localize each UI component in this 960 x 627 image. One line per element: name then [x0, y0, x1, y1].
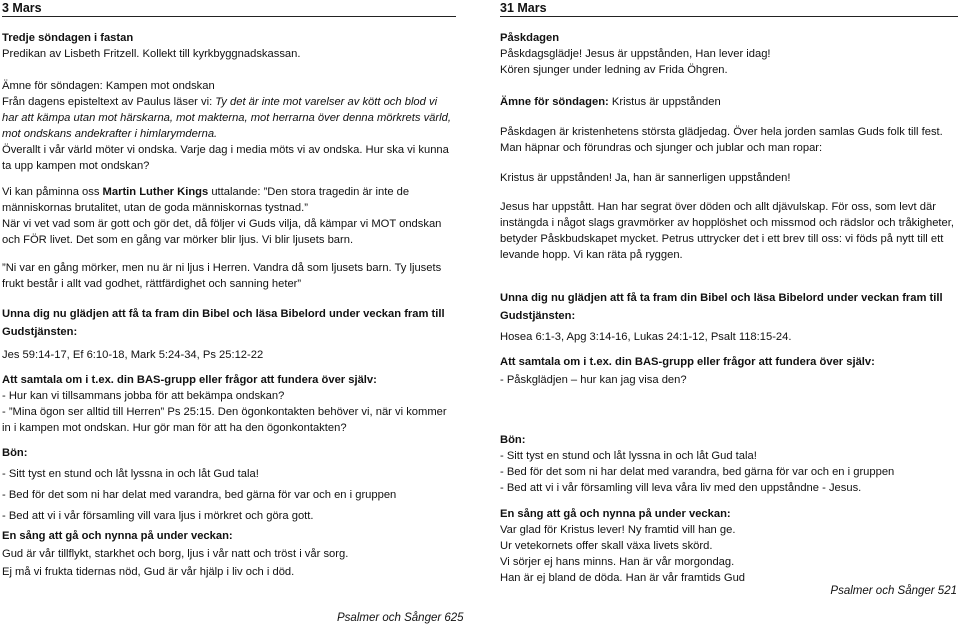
light-quote: ”Ni var en gång mörker, men nu är ni ljus i Herren. Vandra då som ljusets barn. Ty ljusets frukt består i allt vad godhet, rättfärdighet och sanning heter” — [2, 262, 442, 290]
prayer-item: - Sitt tyst en stund och låt lyssna in och låt Gud tala! — [500, 450, 757, 462]
prayer-item: - Bed att vi i vår församling vill leva våra liv med den uppståndne - Jesus. — [500, 482, 862, 494]
discussion-item: - Påskglädjen – hur kan jag visa den? — [500, 374, 687, 386]
prayer-heading: Bön: — [2, 447, 28, 459]
prayer-item: - Bed för det som ni har delat med varandra, bed gärna för var och en i gruppen — [500, 466, 895, 478]
bible-heading: Unna dig nu glädjen att få ta fram din Bibel och läsa Bibelord under veckan fram till Gudstjänsten: — [2, 308, 445, 338]
date-divider — [2, 16, 456, 17]
prayer-heading: Bön: — [500, 434, 526, 446]
sunday-title: Tredje söndagen i fastan — [2, 32, 134, 44]
sunday-title: Påskdagen — [500, 32, 560, 44]
song-heading: En sång att gå och nynna på under veckan: — [500, 508, 731, 520]
victory-paragraph: Jesus har uppstått. Han har segrat över döden och allt djävulskap. För oss, som levt där instängda i något slags gravmörker av hopplöshet och missmod och rädslor och tråkigheter, betyder Påskbudskapet mycket. Petrus uttrycker det i ett brev till oss: vi föds på nytt till ett levande hopp. Vi kan räta på ryggen. — [500, 201, 954, 261]
discussion-heading: Att samtala om i t.ex. din BAS-grupp eller frågor att fundera över själv: — [500, 356, 875, 368]
discussion-item: - ”Mina ögon ser alltid till Herren” Ps 25:15. Den ögonkontakten behöver vi, när vi kommer in i kampen mot ondskan. Hur gör man för att ha den ögonkontakten? — [2, 406, 447, 434]
bible-refs: Jes 59:14-17, Ef 6:10-18, Mark 5:24-34, Ps 25:12-22 — [2, 349, 264, 361]
left-column — [2, 0, 456, 627]
preacher-line: Predikan av Lisbeth Fritzell. Kollekt till kyrkbyggnadskassan. — [2, 48, 301, 60]
bible-heading: Unna dig nu glädjen att få ta fram din Bibel och läsa Bibelord under veckan fram till Gudstjänsten: — [500, 292, 943, 322]
song-line: Han är ej bland de döda. Han är vår framtids Gud — [500, 572, 746, 584]
prayer-item: - Bed att vi i vår församling vill vara ljus i mörkret och göra gott. — [2, 510, 314, 522]
prayer-item: - Sitt tyst en stund och låt lyssna in och låt Gud tala! — [2, 468, 259, 480]
mlk-quote: uttalande: ”Den stora tragedin är inte de människornas brutalitet, utan de goda människornas tystnad.” — [2, 186, 410, 214]
prayer-block — [500, 432, 956, 496]
theme-value: Kristus är uppstånden — [608, 96, 721, 108]
song-block — [500, 506, 956, 586]
intro-block — [500, 30, 956, 78]
mlk-intro: Vi kan påminna oss — [2, 186, 103, 198]
prayer-block — [2, 445, 456, 524]
do-good-paragraph: När vi vet vad som är gott och gör det, då följer vi Guds vilja, då kämpar vi MOT ondskan och FÖR livet. Det som en gång var mörker blir ljus. Vi blir ljusets barn. — [2, 218, 442, 246]
resurrection-shout: Kristus är uppstånden! Ja, han är sannerligen uppstånden! — [500, 172, 791, 184]
discussion-heading: Att samtala om i t.ex. din BAS-grupp eller frågor att fundera över själv: — [2, 374, 377, 386]
song-heading: En sång att gå och nynna på under veckan: — [2, 530, 233, 542]
song-line: Var glad för Kristus lever! Ny framtid vill han ge. — [500, 524, 736, 536]
theme-value: Kampen mot ondskan — [102, 80, 215, 92]
song-block — [2, 528, 456, 580]
date-divider — [500, 16, 958, 17]
discussion-item: - Hur kan vi tillsammans jobba för att bekämpa ondskan? — [2, 390, 285, 402]
song-line: Ur vetekornets offer skall växa livets skörd. — [500, 540, 713, 552]
date-heading: 31 Mars — [500, 1, 547, 15]
epistle-intro: Från dagens episteltext av Paulus läser vi: — [2, 96, 216, 108]
right-column — [500, 0, 956, 627]
epistle-quote: Ty det är inte mot varelser av kött och blod vi har att kämpa utan mot härskarna, mot makterna, mot herrarna över denna mörkrets värld, mot ondskans andekrafter i himlarymderna. — [2, 96, 451, 140]
theme-label: Ämne för söndagen: — [500, 96, 609, 108]
discussion-block — [500, 354, 956, 388]
hymn-reference: Psalmer och Sånger 521 — [830, 585, 957, 597]
prayer-item: - Bed för det som ni har delat med varandra, bed gärna för var och en i gruppen — [2, 489, 397, 501]
song-line: Vi sörjer ej hans minns. Han är vår morgondag. — [500, 556, 735, 568]
mlk-block — [2, 184, 456, 248]
hymn-reference: Psalmer och Sånger 625 — [337, 612, 464, 624]
intro-line: Kören sjunger under ledning av Frida Öhgren. — [500, 64, 728, 76]
song-line: Gud är vår tillflykt, starkhet och borg, ljus i vår natt och tröst i vår sorg. — [2, 548, 349, 560]
mlk-name: Martin Luther Kings — [102, 186, 209, 198]
song-line: Ej må vi frukta tidernas nöd, Gud är vår hjälp i liv och i död. — [2, 566, 295, 578]
intro-line: Påskdagsglädje! Jesus är uppstånden, Han lever idag! — [500, 48, 771, 60]
bible-refs: Hosea 6:1-3, Apg 3:14-16, Lukas 24:1-12, Psalt 118:15-24. — [500, 331, 792, 343]
world-paragraph: Överallt i vår värld möter vi ondska. Varje dag i media möts vi av ondska. Hur ska vi kunna ta upp kampen mot ondskan? — [2, 144, 449, 172]
epistle-block — [2, 78, 456, 174]
bible-block — [500, 289, 956, 345]
date-heading: 3 Mars — [2, 1, 42, 15]
theme-label: Ämne för söndagen: — [2, 80, 103, 92]
joy-paragraph: Påskdagen är kristenhetens största glädjedag. Över hela jorden samlas Guds folk till fest. Man häpnar och förundras och sjunger och jublar och man ropar: — [500, 126, 943, 154]
discussion-block — [2, 372, 456, 436]
bible-block — [2, 305, 456, 363]
